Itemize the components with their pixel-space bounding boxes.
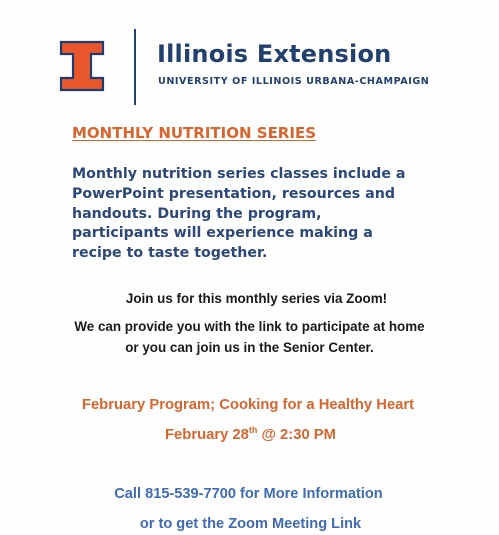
program-time: @ 2:30 PM [257,427,336,443]
program-date-ordinal: th [248,425,258,435]
header-divider [134,29,136,105]
description-line: participants will experience making a [72,225,373,242]
header [59,29,479,105]
join-line-senior-center: or you can join us in the Senior Center. [125,340,374,355]
contact-zoom-line: or to get the Zoom Meeting Link [139,516,362,532]
block-i-logo-icon [59,40,105,92]
description-line: PowerPoint presentation, resources and [72,185,395,202]
program-title: February Program; Cooking for a Healthy Heart [81,397,415,413]
program-date-day: February 28 [165,427,249,443]
join-line-link: We can provide you with the link to participate at home [74,319,425,334]
contact-info [0,483,499,535]
join-line-zoom: Join us for this monthly series via Zoom! [125,291,388,306]
brand-subtitle: UNIVERSITY OF ILLINOIS URBANA-CHAMPAIGN [158,76,430,87]
description [72,165,452,264]
description-line: Monthly nutrition series classes include a [72,166,406,182]
program-date [2,424,499,446]
brand-title: Illinois Extension [157,40,392,68]
program-info [0,394,499,446]
contact-phone-line: Call 815-539-7700 for More Information [114,486,383,502]
description-line: recipe to taste together. [72,245,268,262]
series-heading: MONTHLY NUTRITION SERIES [72,124,316,142]
description-line: handouts. During the program, [72,205,322,222]
join-info [0,288,499,358]
